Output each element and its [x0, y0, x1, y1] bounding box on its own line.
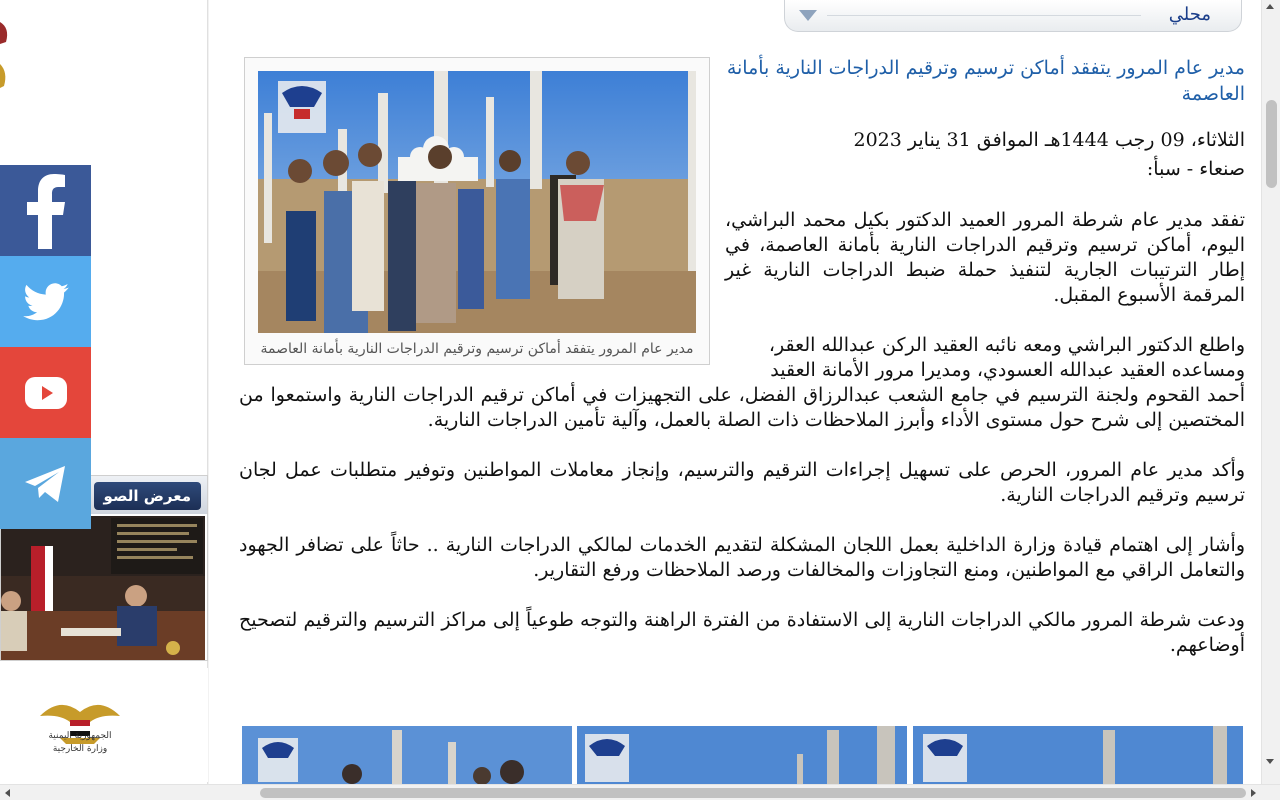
image-caption: مدير عام المرور يتفقد أماكن ترسيم وترقيم الدراجات النارية بأمانة العاصمة — [260, 341, 694, 357]
article-paragraph-4: وأشار إلى اهتمام قيادة وزارة الداخلية بعمل اللجان المشكلة لتقديم الخدمات لمالكي الدراجات النارية .. حاثاً على تضافر الجهود والتعامل الراقي مع المواطنين، ومنع التجاوزات والمخالفات ورصد الملاحظات ورفع التقارير. — [239, 534, 1245, 581]
related-photo-2[interactable] — [577, 726, 909, 784]
site-logo-fragment — [0, 14, 12, 104]
ministry-caption — [0, 730, 160, 756]
youtube-icon — [25, 377, 67, 409]
section-title[interactable]: محلي — [1168, 4, 1211, 25]
article-figure — [244, 57, 710, 365]
related-photos — [242, 726, 1245, 784]
scroll-right-icon[interactable] — [1251, 789, 1256, 797]
main-content — [209, 0, 1261, 784]
horizontal-scrollbar[interactable] — [0, 784, 1280, 800]
telegram-icon — [23, 464, 69, 504]
ministry-line-1: الجمهورية اليمنية — [48, 731, 112, 741]
horizontal-scroll-thumb[interactable] — [260, 788, 1246, 798]
vertical-scroll-thumb[interactable] — [1266, 100, 1277, 188]
article-paragraph-3: وأكد مدير عام المرور، الحرص على تسهيل إجراءات الترقيم والترسيم، وإنجاز معاملات المواطنين وتوفير متطلبات عمل لجان ترسيم وترقيم الدراجات النارية. — [239, 459, 1245, 506]
article-photo[interactable] — [258, 71, 696, 333]
facebook-icon — [26, 173, 66, 249]
article-paragraph-1: تفقد مدير عام شرطة المرور العميد الدكتور بكيل محمد البراشي، اليوم، أماكن ترسيم وترقيم الدراجات النارية بأمانة العاصمة، في إطار الترتيبات الجارية لتنفيذ حملة ضبط الدراجات النارية غير المرقمة الأسبوع المقبل. — [725, 209, 1245, 306]
article-paragraph-2-start: واطلع الدكتور البراشي ومعه نائبه العقيد الركن عبدالله العقر، ومساعده العقيد عبدالله العسودي، ومديرا مرور الأمانة العقيد — [768, 334, 1245, 381]
gallery-photo[interactable] — [1, 516, 205, 660]
article-date: الثلاثاء، 09 رجب 1444هـ الموافق 31 يناير 2023 — [853, 129, 1245, 151]
ministry-banner[interactable] — [0, 668, 208, 782]
ministry-line-2: وزارة الخارجية — [52, 744, 108, 754]
yemen-emblem-icon — [30, 676, 130, 776]
article-byline: صنعاء - سبأ: — [1146, 158, 1245, 180]
youtube-button[interactable] — [0, 347, 91, 438]
twitter-icon — [23, 283, 69, 321]
chevron-down-icon[interactable] — [799, 10, 817, 21]
related-photo-3[interactable] — [913, 726, 1245, 784]
vertical-scrollbar[interactable] — [1261, 0, 1280, 784]
facebook-button[interactable] — [0, 165, 91, 256]
section-header[interactable] — [784, 0, 1242, 32]
article-paragraph-2-cont: أحمد القحوم ولجنة الترسيم في جامع الشعب عبدالرزاق الفضل، على التجهيزات في أماكن ترقيم الدراجات النارية واستمعوا من المختصين إلى شرح حول مستوى الأداء وأبرز الملاحظات ذات الصلة بالعمل، وآلية تأمين الدراجات النارية. — [239, 384, 1245, 431]
scroll-up-icon[interactable] — [1266, 4, 1274, 9]
scroll-down-icon[interactable] — [1266, 759, 1274, 764]
article-paragraph-5: ودعت شرطة المرور مالكي الدراجات النارية إلى الاستفادة من الفترة الراهنة والتوجه طوعياً إلى مراكز الترسيم والترقيم لتصحيح أوضاعهم. — [239, 609, 1245, 656]
gallery-title[interactable]: معرض الصو — [94, 482, 201, 510]
scroll-left-icon[interactable] — [5, 789, 10, 797]
section-divider — [827, 15, 1141, 16]
related-photo-1[interactable] — [242, 726, 574, 784]
telegram-button[interactable] — [0, 438, 91, 529]
twitter-button[interactable] — [0, 256, 91, 347]
article-title[interactable]: مدير عام المرور يتفقد أماكن ترسيم وترقيم الدراجات النارية بأمانة العاصمة — [726, 57, 1245, 105]
